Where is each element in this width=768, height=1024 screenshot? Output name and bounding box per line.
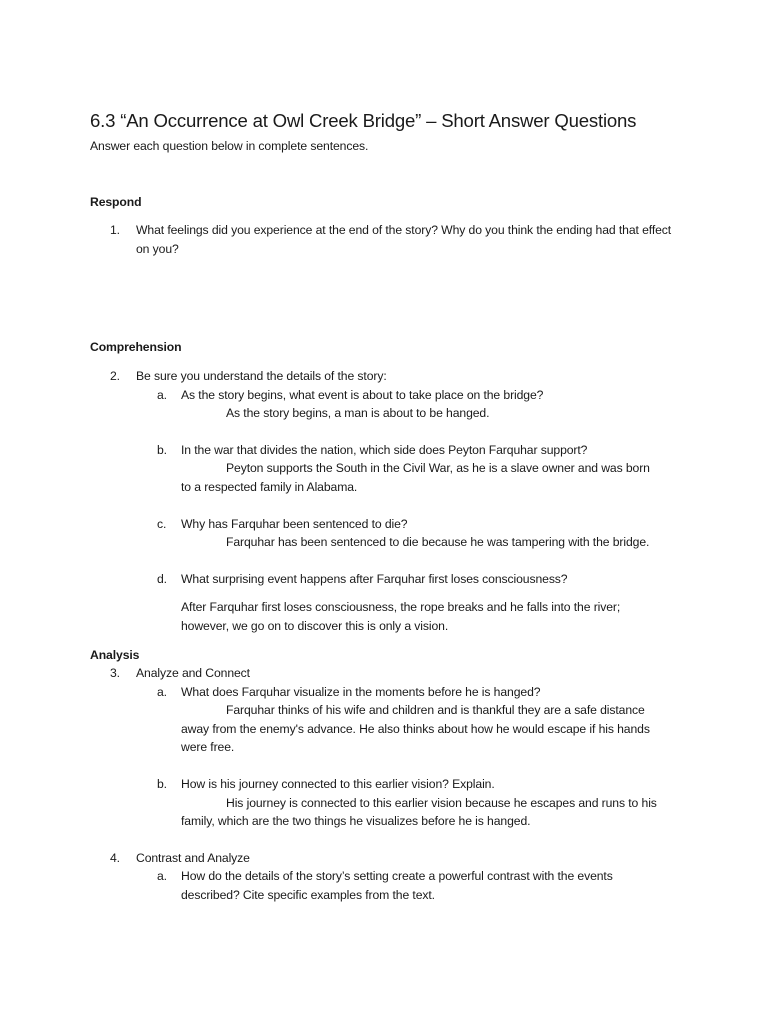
subquestion-letter: a. xyxy=(157,387,167,402)
question-text: Analyze and Connect xyxy=(136,666,250,681)
question-3b xyxy=(90,775,690,794)
subquestion-letter: a. xyxy=(157,684,167,699)
question-2 xyxy=(90,367,690,386)
question-4a xyxy=(90,867,690,886)
answer-2c: Farquhar has been sentenced to die because he was tampering with the bridge. xyxy=(226,535,650,550)
question-4 xyxy=(90,849,690,868)
document-page xyxy=(90,108,690,905)
question-text: What feelings did you experience at the end of the story? Why do you think the ending had that effect on you? xyxy=(136,223,672,256)
answer-3a-line-3: were free. xyxy=(181,740,235,755)
answer-2b-line-1: Peyton supports the South in the Civil War, as he is a slave owner and was born xyxy=(226,461,650,476)
answer-3a-line-1: Farquhar thinks of his wife and children and is thankful they are a safe distance xyxy=(226,703,645,718)
document-title: 6.3 “An Occurrence at Owl Creek Bridge” – Short Answer Questions xyxy=(90,110,637,131)
subquestion-text: How is his journey connected to this earlier vision? Explain. xyxy=(181,777,495,792)
subquestion-text: Why has Farquhar been sentenced to die? xyxy=(181,516,408,531)
answer-2d-line-2: however, we go on to discover this is only a vision. xyxy=(181,618,449,633)
answer-3b-line-1: His journey is connected to this earlier vision because he escapes and runs to his xyxy=(226,795,657,810)
answer-3b-line-2: family, which are the two things he visualizes before he is hanged. xyxy=(181,814,531,829)
question-number: 2. xyxy=(110,368,120,383)
respond-heading: Respond xyxy=(90,194,142,209)
subquestion-text: As the story begins, what event is about to take place on the bridge? xyxy=(181,387,544,402)
instructions: Answer each question below in complete sentences. xyxy=(90,139,369,153)
question-3a xyxy=(90,683,690,702)
question-3 xyxy=(90,664,690,683)
subquestion-letter: a. xyxy=(157,869,167,884)
subquestion-text: What surprising event happens after Farquhar first loses consciousness? xyxy=(181,571,568,586)
comprehension-heading: Comprehension xyxy=(90,340,182,355)
answer-2d-line-1: After Farquhar first loses consciousness, the rope breaks and he falls into the river; xyxy=(181,600,621,615)
question-text: Contrast and Analyze xyxy=(136,850,250,865)
subquestion-letter: c. xyxy=(157,516,167,531)
subquestion-letter: b. xyxy=(157,442,167,457)
question-number: 4. xyxy=(110,850,120,865)
question-text: Be sure you understand the details of the story: xyxy=(136,368,387,383)
question-number: 1. xyxy=(110,223,120,238)
question-number: 3. xyxy=(110,666,120,681)
question-2c xyxy=(90,515,690,534)
subquestion-text: What does Farquhar visualize in the moments before he is hanged? xyxy=(181,684,541,699)
question-2a xyxy=(90,386,690,405)
answer-2b-line-2: to a respected family in Alabama. xyxy=(181,479,358,494)
question-2d xyxy=(90,570,690,589)
subquestion-letter: b. xyxy=(157,777,167,792)
subquestion-text-line-1: How do the details of the story’s setting create a powerful contrast with the events xyxy=(181,869,613,884)
subquestion-text: In the war that divides the nation, which side does Peyton Farquhar support? xyxy=(181,442,588,457)
question-1 xyxy=(90,221,690,258)
answer-3a-line-2: away from the enemy's advance. He also thinks about how he would escape if his hands xyxy=(181,721,650,736)
analysis-heading: Analysis xyxy=(90,647,140,662)
question-2b xyxy=(90,441,690,460)
subquestion-letter: d. xyxy=(157,571,167,586)
subquestion-text-line-2: described? Cite specific examples from the text. xyxy=(181,888,435,903)
answer-2a: As the story begins, a man is about to be hanged. xyxy=(226,406,490,421)
